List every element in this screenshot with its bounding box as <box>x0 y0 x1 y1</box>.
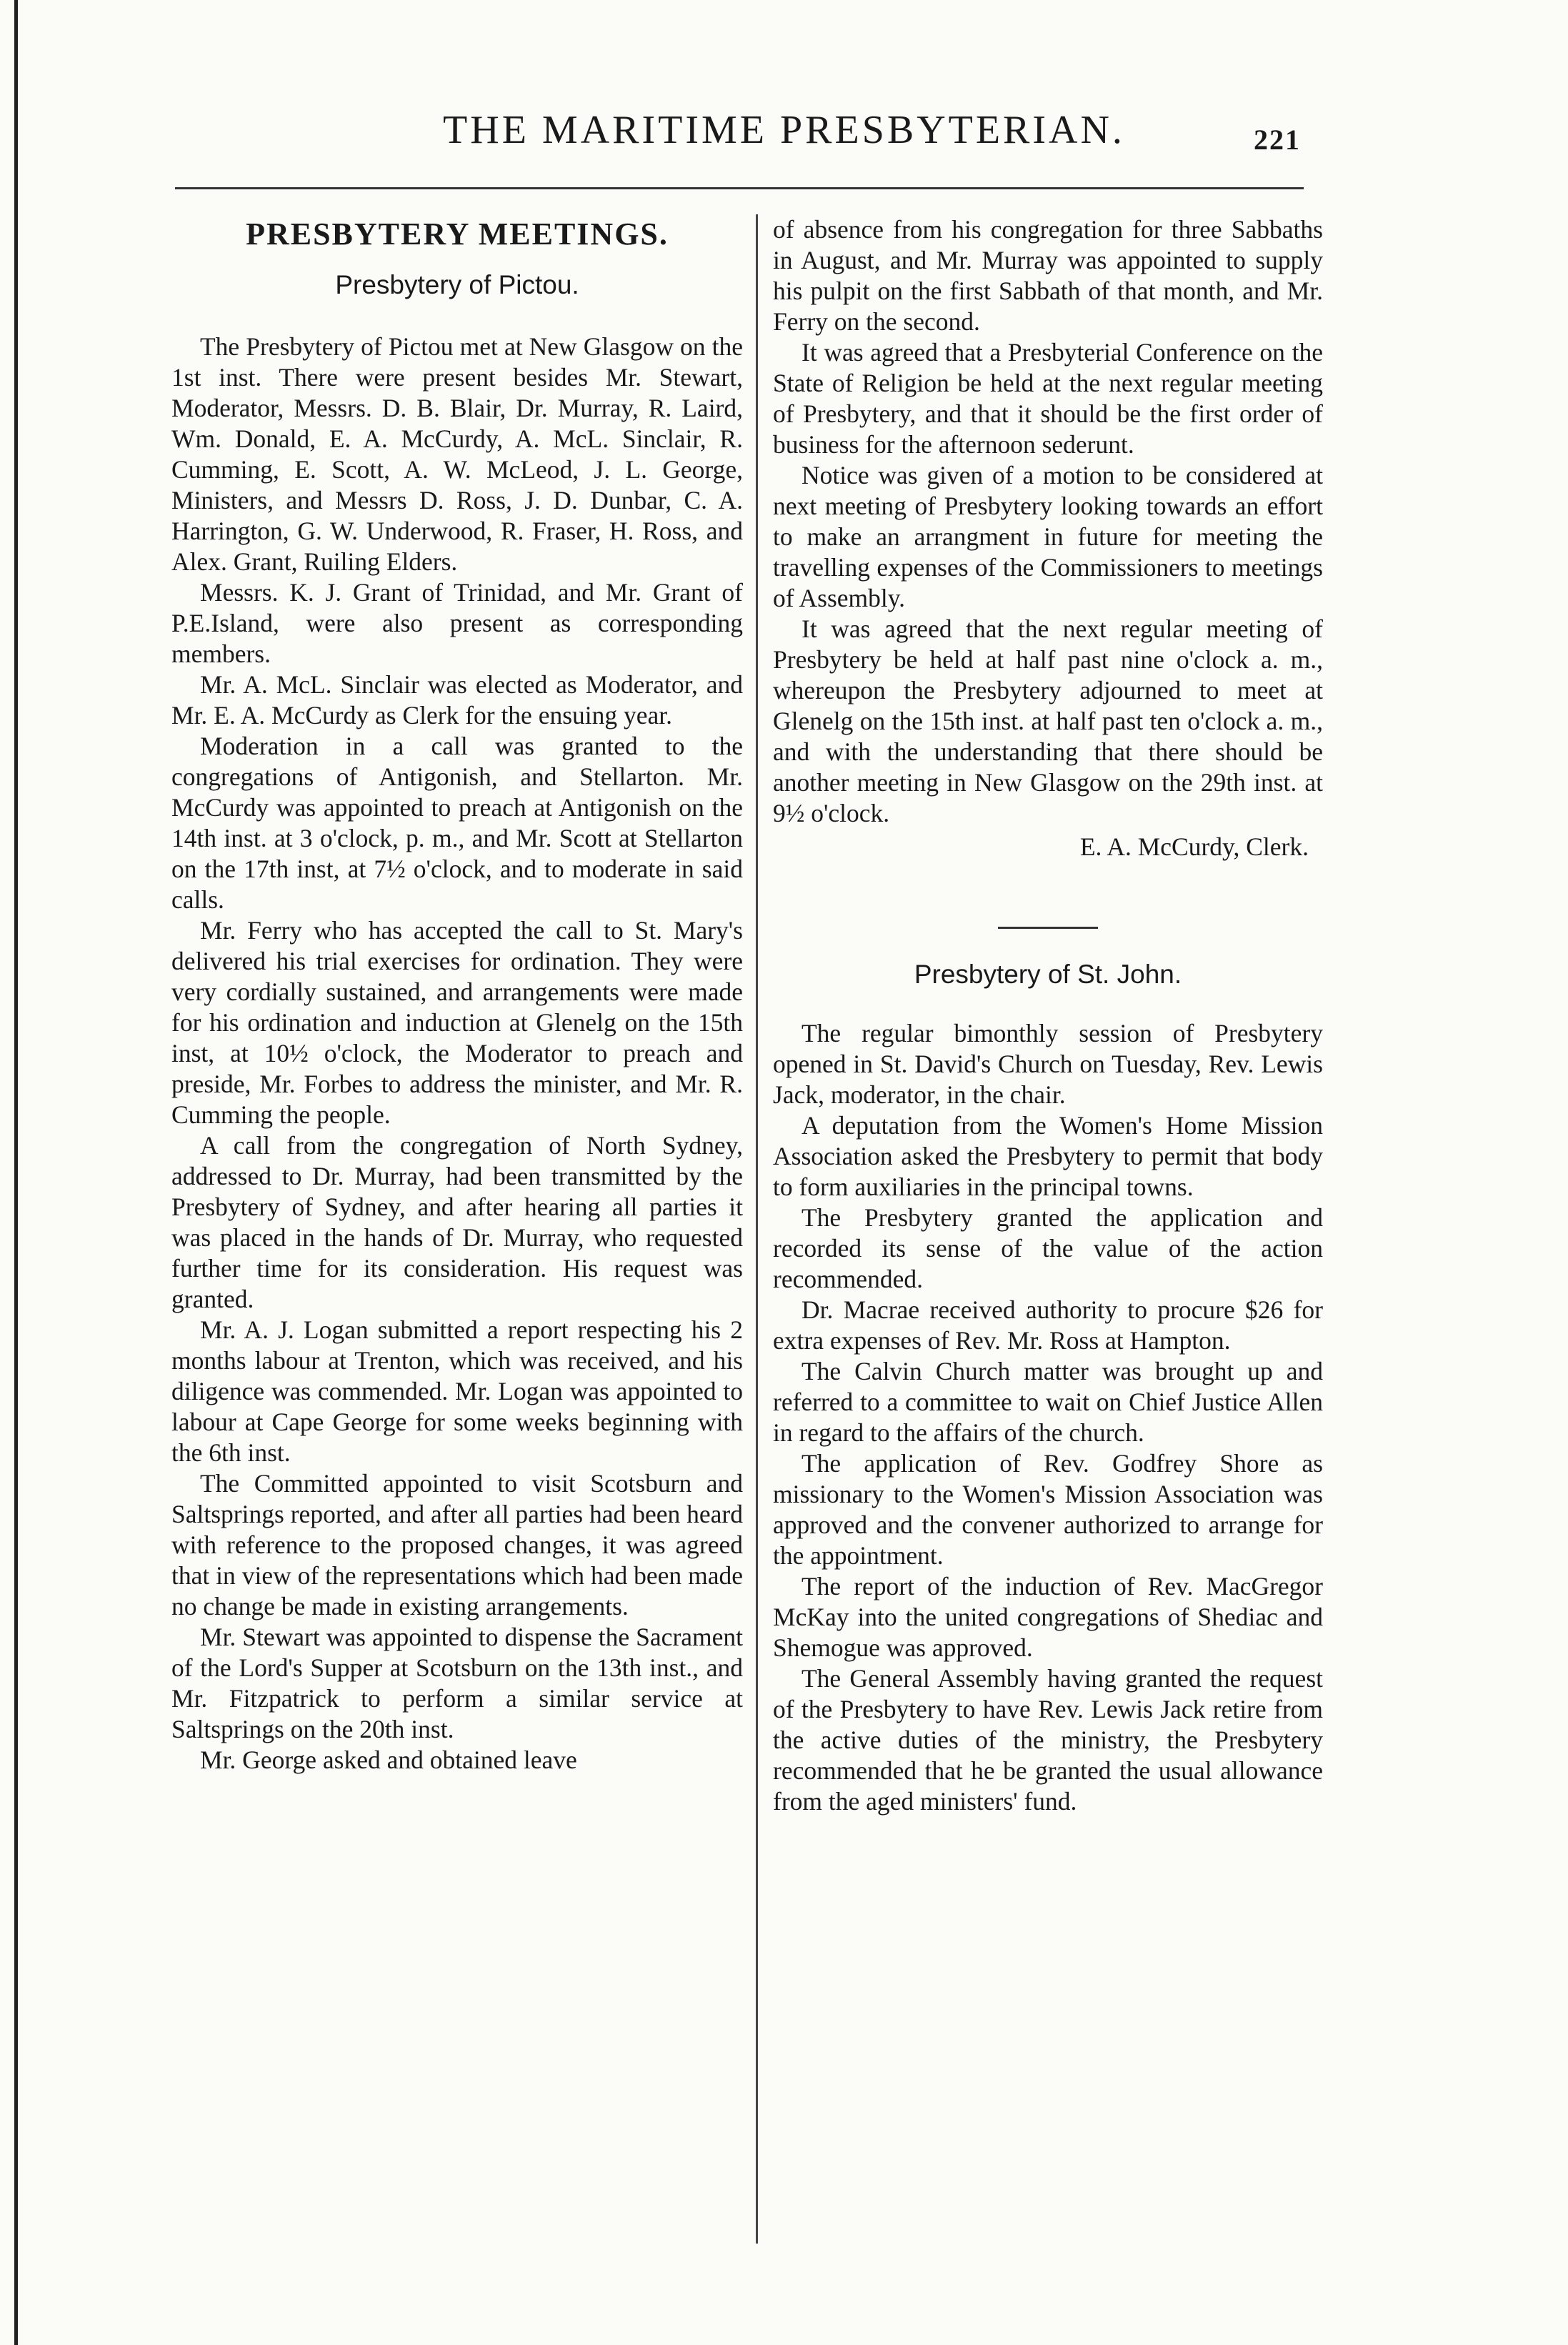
paragraph: A call from the congregation of North Sydney, addressed to Dr. Murray, had been transmitted by the Presbytery of Sydney, and after hearing all parties it was placed in the hands of Dr. Murray, who requested further time for its consideration. His request was granted. <box>171 1131 743 1313</box>
st-john-subheading: Presbytery of St. John. <box>914 960 1182 989</box>
paragraph: Dr. Macrae received authority to procure $26 for extra expenses of Rev. Mr. Ross at Hampton. <box>773 1295 1323 1355</box>
paragraph: A deputation from the Women's Home Mission Association asked the Presbytery to permit that body to form auxiliaries in the principal towns. <box>773 1111 1323 1201</box>
paragraph: Moderation in a call was granted to the congregations of Antigonish, and Stellarton. Mr. McCurdy was appointed to preach at Antigonish on the 14th inst. at 3 o'clock, p. m., and Mr. Scott at Stellarton on the 17th inst, at 7½ o'clock, and to moderate in said calls. <box>171 732 743 914</box>
pictou-subheading: Presbytery of Pictou. <box>335 270 579 299</box>
page-header-title: THE MARITIME PRESBYTERIAN. <box>443 108 1125 152</box>
paragraph: The Calvin Church matter was brought up and referred to a committee to wait on Chief Justice Allen in regard to the affairs of the church. <box>773 1357 1323 1447</box>
paragraph: The regular bimonthly session of Presbytery opened in St. David's Church on Tuesday, Rev. Lewis Jack, moderator, in the chair. <box>773 1019 1323 1109</box>
paragraph: The report of the induction of Rev. MacGregor McKay into the united congregations of Shediac and Shemogue was approved. <box>773 1572 1323 1662</box>
paragraph: Notice was given of a motion to be considered at next meeting of Presbytery looking towards an effort to make an arrangment in future for meeting the travelling expenses of the Commissioners to meetings of Assembly. <box>773 461 1323 612</box>
paragraph: Mr. Stewart was appointed to dispense the Sacrament of the Lord's Supper at Scotsburn on the 13th inst., and Mr. Fitzpatrick to perform a similar service at Saltsprings on the 20th inst. <box>171 1623 743 1743</box>
column-divider <box>756 214 758 2244</box>
paragraph: It was agreed that a Presbyterial Conference on the State of Religion be held at the next regular meeting of Presbytery, and that it should be the first order of business for the afternoon sederunt. <box>773 338 1323 459</box>
paragraph: The Presbytery of Pictou met at New Glasgow on the 1st inst. There were present besides Mr. Stewart, Moderator, Messrs. D. B. Blair, Dr. Murray, R. Laird, Wm. Donald, E. A. McCurdy, A. McL. Sinclair, R. Cumming, E. Scott, A. W. McLeod, J. L. George, Ministers, and Messrs D. Ross, J. D. Dunbar, C. A. Harrington, G. W. Underwood, R. Fraser, H. Ross, and Alex. Grant, Ruiling Elders. <box>171 332 743 576</box>
paragraph: Mr. George asked and obtained leave <box>200 1746 577 1774</box>
paragraph: The Presbytery granted the application and recorded its sense of the value of the action recommended. <box>773 1203 1323 1293</box>
paragraph: Mr. A. J. Logan submitted a report respecting his 2 months labour at Trenton, which was received, and his diligence was commended. Mr. Logan was appointed to labour at Cape George for some weeks beginning with the 6th inst. <box>171 1315 743 1467</box>
paragraph: The Committed appointed to visit Scotsburn and Saltsprings reported, and after all parties had been heard with reference to the proposed changes, it was agreed that in view of the representations which had been made no change be made in existing arrangements. <box>171 1469 743 1620</box>
header-rule <box>175 187 1304 189</box>
left-column <box>171 214 743 1776</box>
page-edge-border <box>14 0 18 2345</box>
paragraph: The General Assembly having granted the request of the Presbytery to have Rev. Lewis Jack retire from the active duties of the ministry, the Presbytery recommended that he be granted the usual allowance from the aged ministers' fund. <box>773 1664 1323 1816</box>
section-separator <box>998 927 1098 929</box>
right-column <box>773 214 1323 1817</box>
paragraph: of absence from his congregation for three Sabbaths in August, and Mr. Murray was appointed to supply his pulpit on the first Sabbath of that month, and Mr. Ferry on the second. <box>773 215 1323 336</box>
paragraph: Messrs. K. J. Grant of Trinidad, and Mr. Grant of P.E.Island, were also present as corresponding members. <box>171 578 743 668</box>
paragraph: The application of Rev. Godfrey Shore as missionary to the Women's Mission Association was approved and the convener authorized to arrange for the appointment. <box>773 1449 1323 1570</box>
paragraph: It was agreed that the next regular meeting of Presbytery be held at half past nine o'clock a. m., whereupon the Presbytery adjourned to meet at Glenelg on the 15th inst. at half past ten o'clock a. m., and with the understanding that there should be another meeting in New Glasgow on the 29th inst. at 9½ o'clock. <box>773 614 1323 827</box>
paragraph: Mr. Ferry who has accepted the call to St. Mary's delivered his trial exercises for ordination. They were very cordially sustained, and arrangements were made for his ordination and induction at Glenelg on the 15th inst, at 10½ o'clock, the Moderator to preach and preside, Mr. Forbes to address the minister, and Mr. R. Cumming the people. <box>171 916 743 1129</box>
clerk-signature: E. A. McCurdy, Clerk. <box>1079 832 1309 861</box>
page-number: 221 <box>1254 124 1301 156</box>
section-heading: PRESBYTERY MEETINGS. <box>246 216 669 252</box>
paragraph: Mr. A. McL. Sinclair was elected as Moderator, and Mr. E. A. McCurdy as Clerk for the ensuing year. <box>171 670 743 730</box>
